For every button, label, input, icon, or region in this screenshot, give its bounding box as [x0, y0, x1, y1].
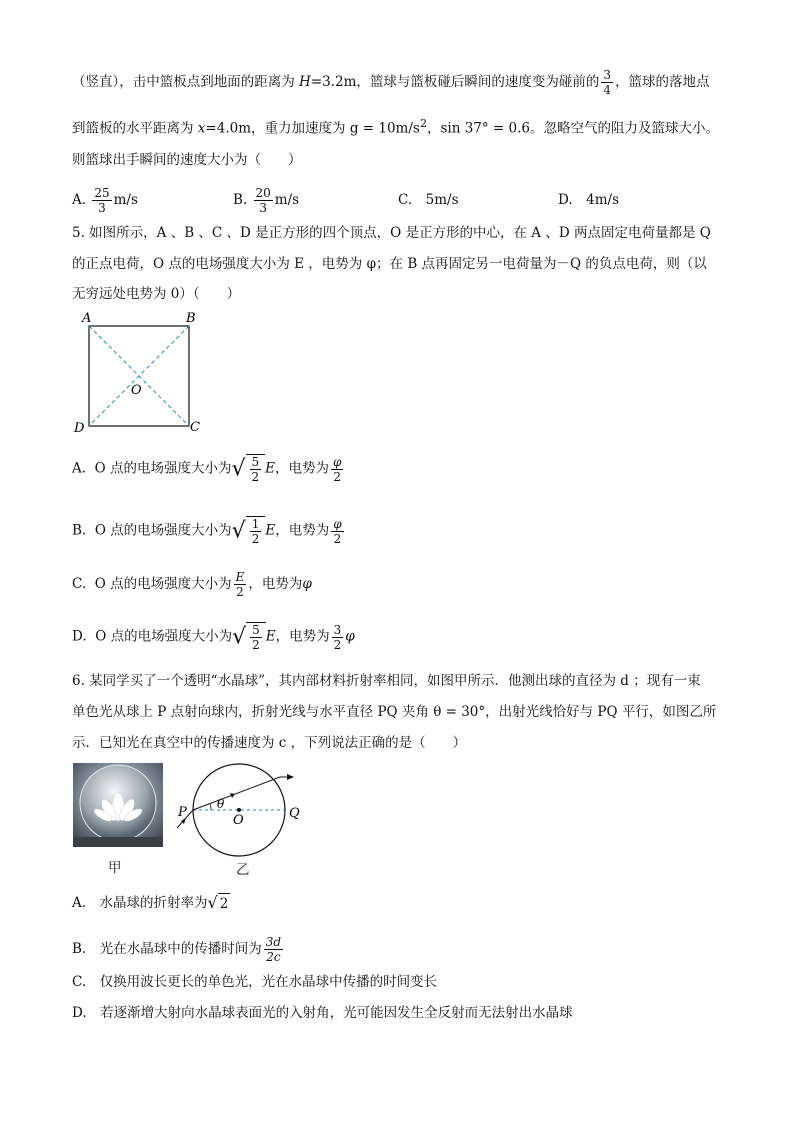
- value-x: =4.0m: [205, 120, 252, 137]
- label-B: B: [186, 311, 196, 326]
- caption-yi: 乙: [236, 862, 250, 878]
- numerator: φ: [333, 454, 342, 469]
- q5-line-1: [72, 223, 711, 243]
- q4-text: ，篮球的落地点: [615, 74, 710, 90]
- option-label: A.: [72, 192, 87, 208]
- unit: m/s: [274, 192, 300, 208]
- option-text: D. 若逐渐增大射向水晶球表面光的入射角，光可能因发生全反射而无法射出水晶球: [72, 1005, 573, 1021]
- q5-text: 无穷远处电势为 0）（ ）: [72, 286, 241, 302]
- q6-line-1: [72, 671, 701, 691]
- fraction: [254, 186, 273, 215]
- q6-option-d: [72, 1003, 573, 1023]
- label-O: O: [131, 383, 142, 398]
- option-text: B. 光在水晶球中的传播时间为: [72, 941, 262, 957]
- numerator: 20: [255, 186, 271, 200]
- fraction-E-2: [234, 570, 247, 599]
- q4-text: （竖直），击中篮板点到地面的距离为: [72, 74, 300, 90]
- denominator: 3: [259, 201, 267, 215]
- option-text: ，电势为: [248, 576, 303, 592]
- option-label: B.: [72, 522, 87, 539]
- label-C: C: [190, 420, 200, 435]
- denominator: 2c: [266, 950, 281, 964]
- numerator: 1: [251, 517, 260, 531]
- numerator: 5: [252, 623, 260, 637]
- option-text: O 点的电场强度大小为: [94, 522, 232, 539]
- q5-option-d: [72, 622, 355, 652]
- fraction-3d-2c: [264, 935, 283, 964]
- label-Q: Q: [289, 806, 300, 821]
- var-E: E: [265, 460, 276, 477]
- gravity-expression: g = 10m/s: [349, 120, 420, 137]
- center-point: [237, 808, 241, 812]
- unit: m/s: [113, 192, 138, 208]
- q6-line-3: [72, 733, 466, 753]
- option-label: D.: [72, 628, 87, 645]
- q4-text: ，篮球与篮板碰后瞬间的速度变为碰前的: [356, 74, 600, 90]
- q5-line-2: [72, 254, 707, 274]
- q4-option-a: [72, 186, 138, 215]
- numerator: 25: [94, 186, 110, 200]
- caption-jia: 甲: [108, 860, 122, 876]
- var-E: E: [265, 522, 276, 539]
- q6-option-b: [72, 935, 285, 964]
- refracted-ray: [193, 777, 280, 810]
- option-label: C.: [72, 576, 87, 592]
- q6-line-2: [72, 702, 716, 722]
- denominator: 3: [98, 201, 106, 215]
- denominator: 4: [603, 83, 612, 97]
- option-label: B.: [233, 192, 248, 208]
- q5-line-3: [72, 284, 240, 304]
- q4-option-d: D. 4m/s: [558, 192, 620, 208]
- q6-text: 单色光从球上 P 点射向球内，折射光线与水平直径 PQ 夹角 θ = 30°，出射光线恰好与 PQ 平行，如图乙所: [72, 704, 717, 720]
- fraction-3-2: [332, 623, 344, 652]
- q4-line-3: [72, 150, 302, 170]
- numerator: 3: [333, 622, 342, 637]
- numerator: 3: [603, 68, 612, 82]
- fraction-phi-2: [331, 455, 343, 484]
- denominator: 2: [251, 470, 260, 484]
- denominator: 2: [333, 637, 342, 652]
- q4-text: ，: [426, 120, 441, 137]
- denominator: 2: [252, 638, 260, 652]
- label-theta: θ: [217, 797, 225, 811]
- q4-text: 到篮板的水平距离为: [72, 120, 198, 137]
- q5-option-c: [72, 570, 312, 599]
- square-figure: [72, 310, 212, 438]
- q6-text: 6. 某同学买了一个透明“水晶球”，其内部材料折射率相同，如图甲所示．他测出球的直径为 d ；现有一束: [72, 673, 701, 689]
- sqrt-1-2: √ $\frac{1}{2}$: [232, 516, 266, 546]
- option-text: C. 仅换用波长更长的单色光，光在水晶球中传播的时间变长: [72, 974, 438, 990]
- var-x: x: [197, 120, 206, 137]
- numerator: 3d: [265, 935, 282, 949]
- crystal-ball-photo: [73, 763, 163, 847]
- q5-option-a: [72, 454, 345, 484]
- q4-option-c: C. 5m/s: [398, 192, 459, 208]
- superscript: 2: [419, 117, 427, 130]
- fraction-phi-2: [331, 517, 343, 546]
- fraction-3-4: [601, 68, 613, 97]
- angle-arc: [210, 804, 211, 810]
- label-D: D: [74, 421, 85, 436]
- q4-question: 则篮球出手瞬间的速度大小为（ ）: [72, 152, 302, 168]
- q5-text: 5. 如图所示，A 、B 、C 、D 是正方形的四个顶点，O 是正方形的中心，在 A 、D 两点固定电荷量都是 Q: [72, 225, 711, 241]
- denominator: 2: [333, 469, 342, 484]
- numerator: E: [235, 570, 245, 584]
- q6-option-a: [72, 893, 230, 914]
- label-O: O: [233, 813, 244, 828]
- sqrt-5-2: √ $\frac{5}{2}$: [232, 622, 266, 652]
- q4-text: ，重力加速度为: [251, 120, 350, 137]
- arrow-icon: [287, 774, 294, 780]
- option-text: ，电势为: [275, 460, 330, 477]
- numerator: φ: [333, 516, 342, 531]
- q4-option-b: [233, 186, 299, 215]
- option-text: ，电势为: [275, 522, 330, 539]
- option-text: ，电势为: [275, 628, 330, 645]
- label-A: A: [82, 311, 92, 326]
- fraction: [92, 186, 111, 215]
- option-text: O 点的电场强度大小为: [94, 460, 232, 477]
- numerator: 5: [251, 455, 260, 469]
- q4-line-1: [72, 68, 710, 97]
- var-E: E: [265, 628, 276, 645]
- var-phi: φ: [302, 576, 312, 592]
- q6-option-c: [72, 972, 437, 992]
- q6-text: 示．已知光在真空中的传播速度为 c ，下列说法正确的是（ ）: [72, 735, 467, 751]
- sqrt-2: √ 2: [207, 893, 229, 912]
- q4-line-2: [72, 114, 719, 139]
- refraction-diagram: [175, 760, 315, 860]
- denominator: 2: [236, 585, 244, 599]
- sqrt-5-2: √ $\frac{5}{2}$: [232, 454, 266, 484]
- denominator: 2: [251, 532, 260, 546]
- radicand: 2: [218, 893, 231, 914]
- var-phi: φ: [345, 628, 355, 645]
- q4-text: 。忽略空气的阻力及篮球大小。: [530, 120, 720, 137]
- label-P: P: [178, 805, 187, 820]
- q5-text: 的正点电荷，O 点的电场强度大小为 E ，电势为 φ；在 B 点再固定另一电荷量为－Q 的负点电荷，则（以: [72, 256, 707, 272]
- var-H: H: [299, 74, 311, 90]
- option-text: O 点的电场强度大小为: [95, 628, 233, 645]
- option-label: A.: [72, 460, 87, 477]
- sin-expression: sin 37° = 0.6: [440, 120, 531, 137]
- option-text: A. 水晶球的折射率为: [72, 895, 208, 911]
- option-text: O 点的电场强度大小为: [94, 576, 232, 592]
- value-H: =3.2m: [310, 74, 357, 90]
- denominator: 2: [333, 531, 342, 546]
- q5-option-b: [72, 516, 346, 546]
